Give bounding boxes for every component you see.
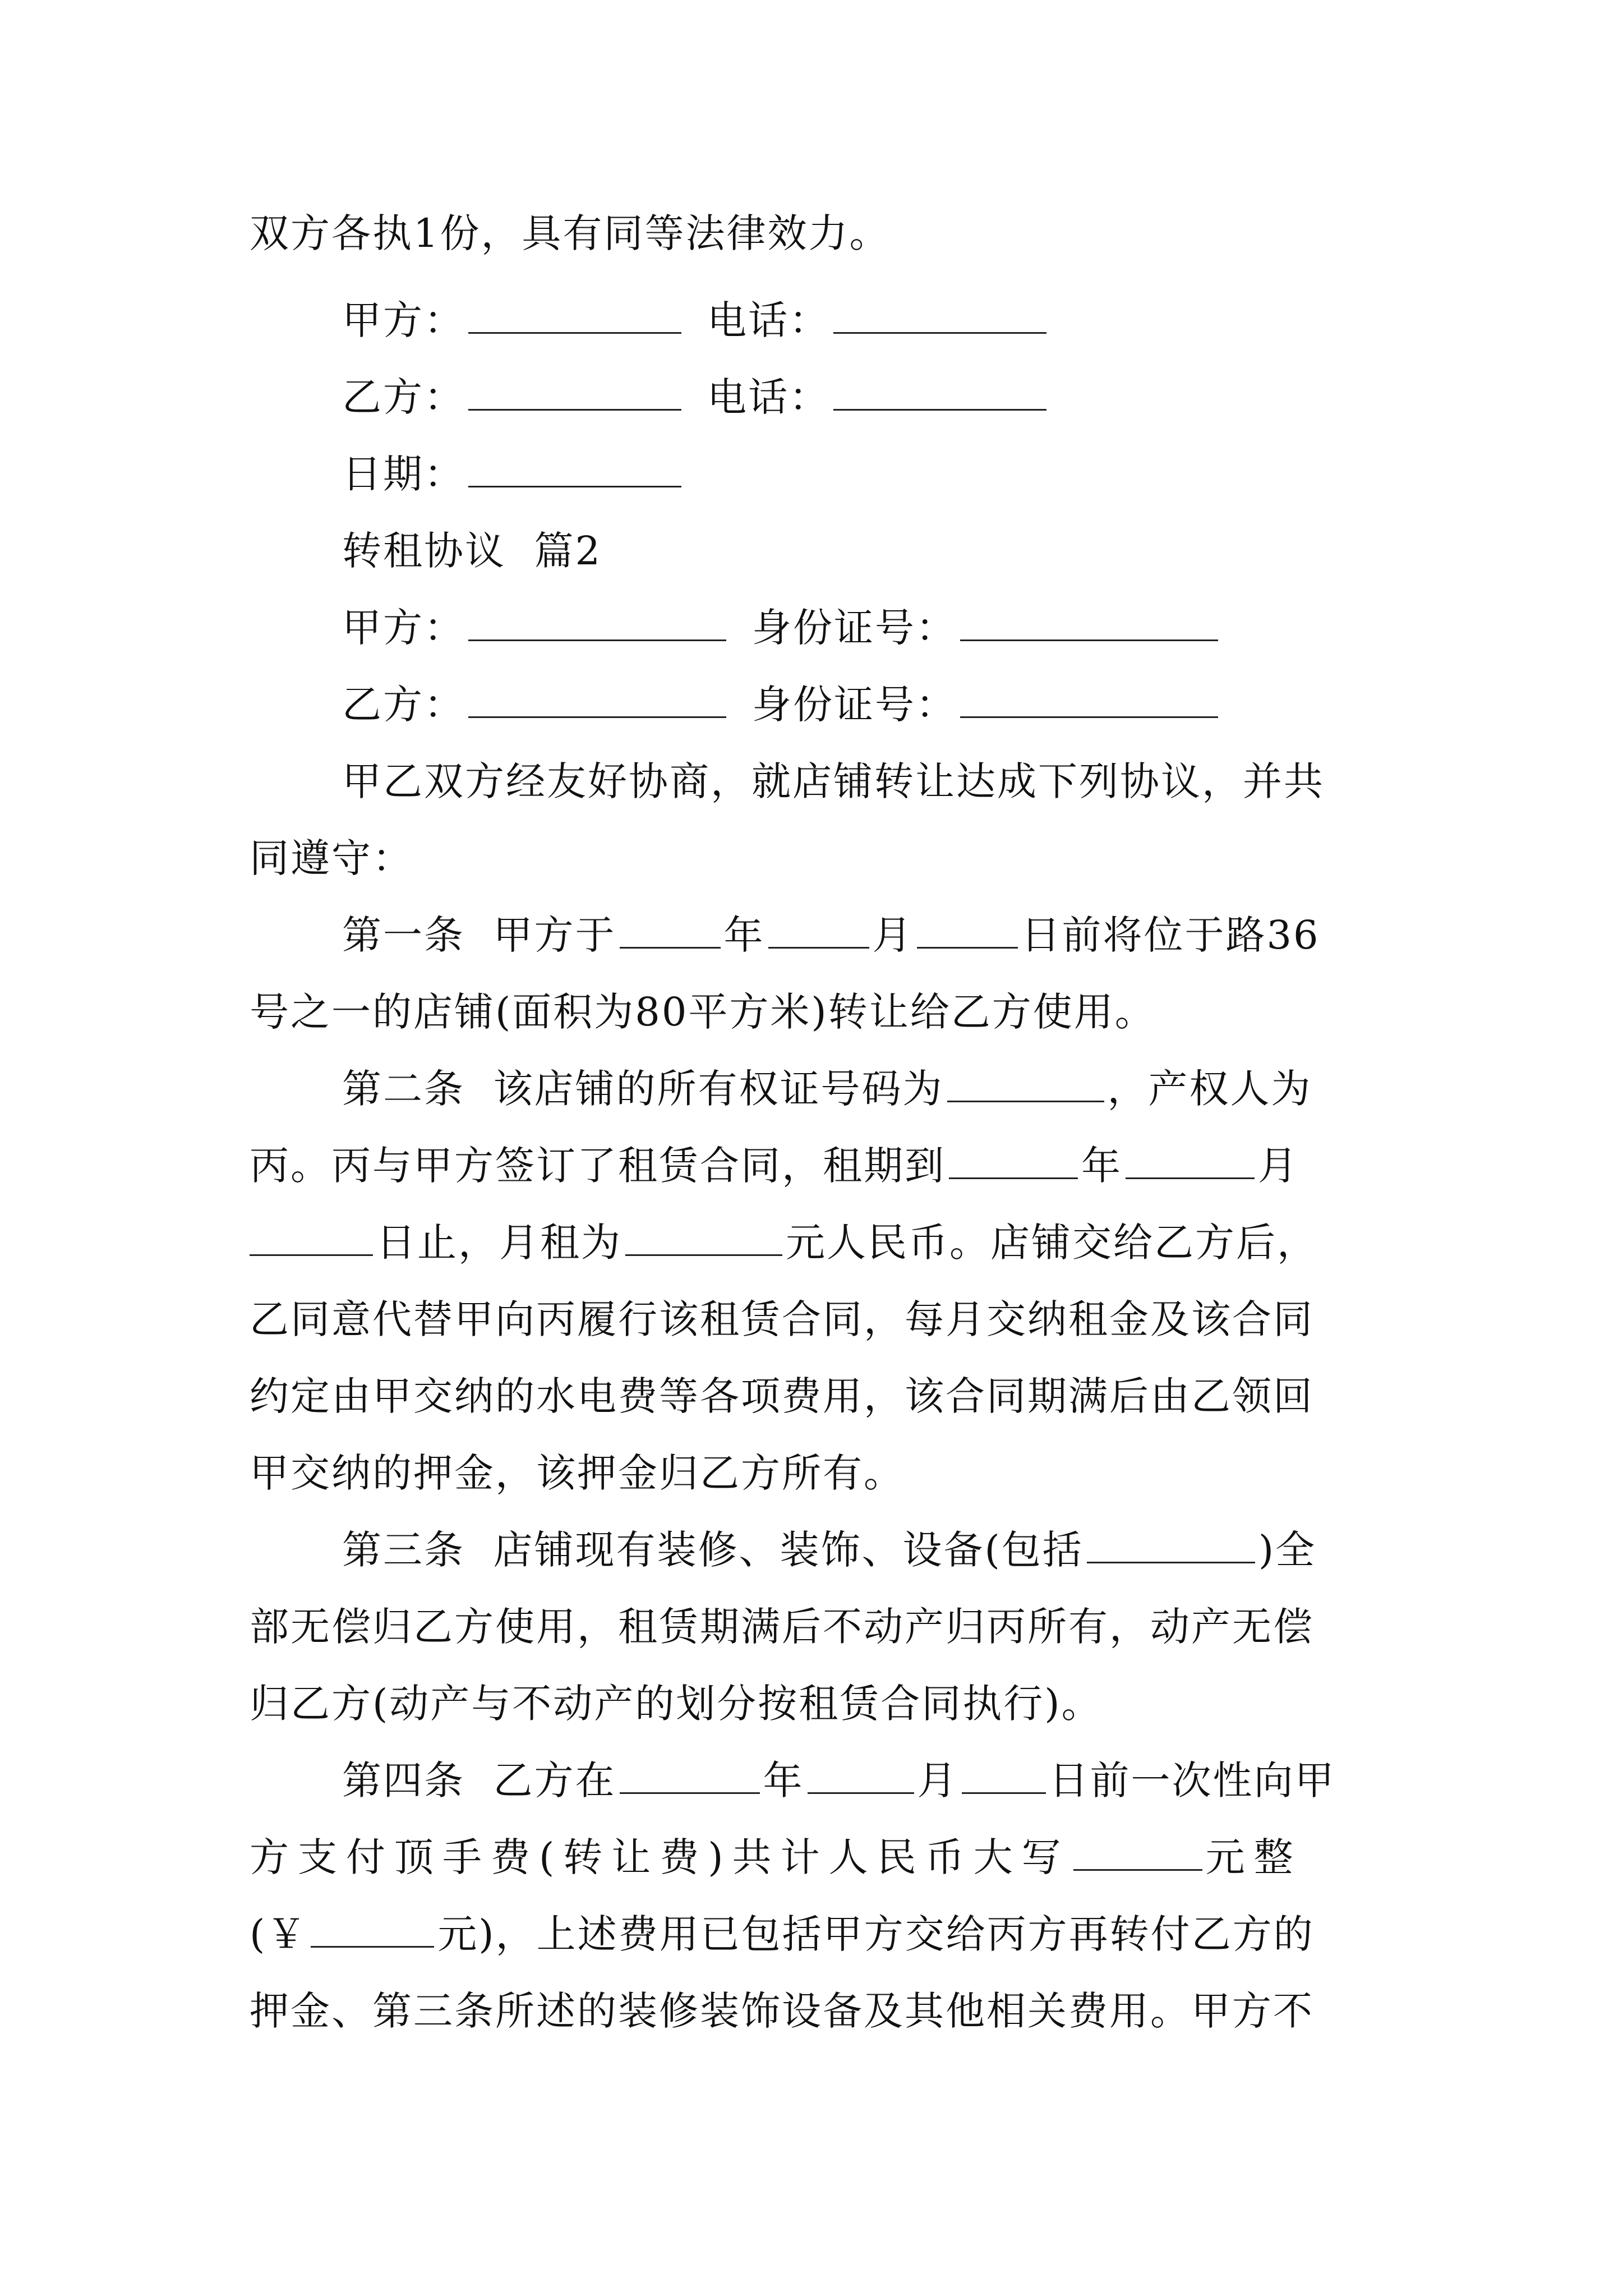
paragraph-text: 乙同意代替甲向丙履行该租赁合同，每月交纳租金及该合同 [250, 1296, 1314, 1342]
party-a-blank[interactable] [468, 297, 681, 334]
text-line [250, 1369, 1388, 1423]
month-label: 月 [1258, 1143, 1299, 1189]
party-a-blank[interactable] [468, 605, 726, 641]
article-text: 元)，上述费用已包括甲方交给丙方再转付乙方的 [437, 1911, 1315, 1957]
paragraph-text: 甲乙双方经友好协商，就店铺转让达成下列协议，并共 [342, 758, 1325, 804]
year-blank[interactable] [620, 1757, 760, 1794]
article-2-line-3 [250, 1216, 1388, 1269]
phone-blank[interactable] [833, 374, 1046, 411]
signature-line-party-a [342, 293, 1388, 347]
party-b-blank[interactable] [468, 682, 726, 718]
paragraph-text: 约定由甲交纳的水电费等各项费用，该合同期满后由乙领回 [250, 1373, 1314, 1419]
id-number-blank[interactable] [960, 682, 1218, 718]
id-number-blank[interactable] [960, 605, 1218, 641]
party-b-label: 乙方： [342, 374, 465, 420]
paragraph-text: 部无偿归乙方使用，租赁期满后不动产归丙所有，动产无偿 [250, 1604, 1314, 1650]
year-label: 年 [763, 1757, 804, 1803]
certificate-number-blank[interactable] [947, 1066, 1104, 1102]
month-blank[interactable] [1126, 1143, 1255, 1179]
article-text: 丙。丙与甲方签订了租赁合同，租期到 [250, 1143, 946, 1189]
article-text: 日前一次性向甲 [1049, 1757, 1336, 1803]
day-blank[interactable] [917, 912, 1018, 949]
text-line [342, 754, 1388, 808]
text-line [250, 1446, 1388, 1500]
article-2-line-1 [342, 1062, 1388, 1116]
equipment-blank[interactable] [1087, 1527, 1255, 1563]
year-blank[interactable] [620, 912, 721, 949]
signature-line-party-b [342, 370, 1388, 424]
text-line [250, 206, 1388, 260]
paragraph-text: 双方各执1份，具有同等法律效力。 [250, 210, 891, 256]
text-line [250, 985, 1388, 1039]
day-blank[interactable] [962, 1757, 1046, 1794]
article-text: 日前将位于路36 [1021, 912, 1320, 958]
article-2-line-2 [250, 1139, 1388, 1193]
text-line [250, 1600, 1388, 1654]
party-b-blank[interactable] [468, 374, 681, 411]
article-text: 日止，月租为 [376, 1220, 622, 1266]
text-line [250, 1984, 1388, 2038]
article-text: 第一条 甲方于 [342, 912, 616, 958]
article-text: )全 [1258, 1527, 1317, 1573]
article-text: 第四条 乙方在 [342, 1757, 616, 1803]
article-text: ，产权人为 [1107, 1066, 1312, 1112]
text-line [250, 831, 1388, 885]
section-title [342, 524, 1388, 578]
month-blank[interactable] [808, 1757, 914, 1794]
article-4-line-2 [250, 1830, 1388, 1884]
month-label: 月 [917, 1757, 958, 1803]
phone-label: 电话： [707, 297, 830, 343]
article-4-line-1 [342, 1754, 1388, 1807]
rent-blank[interactable] [625, 1220, 782, 1256]
amount-words-blank[interactable] [1073, 1834, 1202, 1871]
paragraph-text: 号之一的店铺(面积为80平方米)转让给乙方使用。 [250, 989, 1156, 1035]
month-label: 月 [872, 912, 914, 958]
id-number-label: 身份证号： [752, 682, 957, 728]
phone-blank[interactable] [833, 297, 1046, 334]
party-b-label: 乙方： [342, 682, 465, 728]
paragraph-text: 归乙方(动产与不动产的划分按租赁合同执行)。 [250, 1681, 1103, 1727]
article-text: 元人民币。店铺交给乙方后， [786, 1220, 1318, 1266]
date-label: 日期： [342, 451, 465, 497]
article-text: 第二条 该店铺的所有权证号码为 [342, 1066, 944, 1112]
party-a-id-line [342, 601, 1388, 655]
article-4-line-3 [250, 1907, 1388, 1961]
article-text: 第三条 店铺现有装修、装饰、设备(包括 [342, 1527, 1083, 1573]
text-line [250, 1292, 1388, 1346]
year-label: 年 [723, 912, 765, 958]
paragraph-text: 同遵守： [250, 835, 413, 881]
day-blank[interactable] [250, 1220, 373, 1256]
year-label: 年 [1081, 1143, 1122, 1189]
text-line [250, 1677, 1388, 1731]
id-number-label: 身份证号： [752, 605, 957, 651]
year-blank[interactable] [949, 1143, 1078, 1179]
party-a-label: 甲方： [342, 605, 465, 651]
party-a-label: 甲方： [342, 297, 465, 343]
month-blank[interactable] [768, 912, 869, 949]
date-line [342, 447, 1388, 501]
section-title-text: 转租协议 篇2 [342, 528, 602, 574]
article-text: 元整 [1205, 1834, 1302, 1880]
phone-label: 电话： [707, 374, 830, 420]
article-text: (￥ [250, 1911, 308, 1957]
article-3-line-1 [342, 1523, 1388, 1577]
article-text: 方支付顶手费(转让费)共计人民币大写 [250, 1834, 1070, 1880]
amount-figure-blank[interactable] [311, 1911, 434, 1948]
article-1-line-1 [342, 908, 1388, 962]
date-blank[interactable] [468, 451, 681, 487]
paragraph-text: 甲交纳的押金，该押金归乙方所有。 [250, 1450, 905, 1496]
paragraph-text: 押金、第三条所述的装修装饰设备及其他相关费用。甲方不 [250, 1988, 1314, 2034]
party-b-id-line [342, 678, 1388, 731]
